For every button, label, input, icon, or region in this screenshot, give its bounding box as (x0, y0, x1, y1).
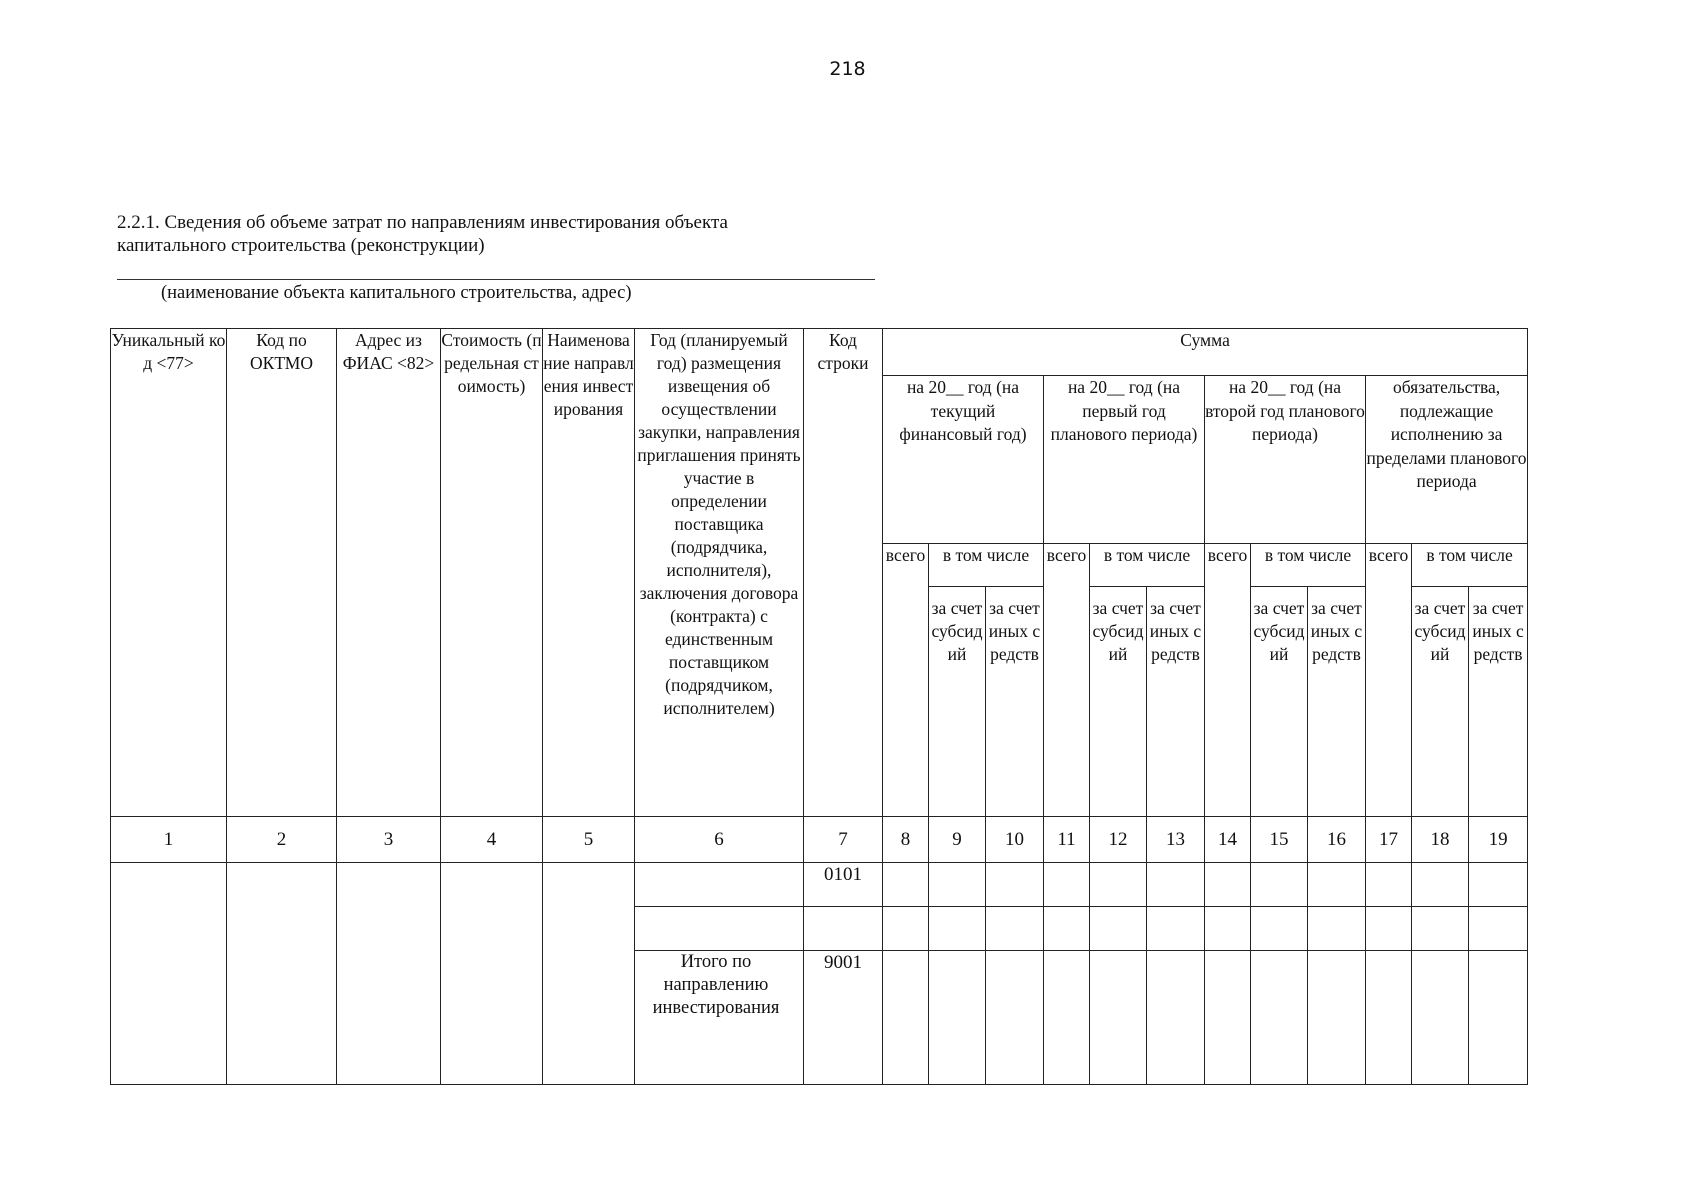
object-name-caption: (наименование объекта капитального строительства, адрес) (161, 283, 632, 303)
cell-value[interactable] (1366, 907, 1412, 951)
cell-value[interactable] (1205, 951, 1251, 1085)
column-number: 15 (1251, 817, 1308, 863)
cell-value[interactable] (986, 863, 1044, 907)
page-number: 218 (829, 58, 866, 80)
total-label: Итого по направлению инвестирования (635, 951, 804, 1085)
header-from-subsidies: за счет субсидий (1090, 587, 1147, 817)
cell-value[interactable] (883, 907, 929, 951)
cell-value[interactable] (1044, 951, 1090, 1085)
cell-value[interactable] (986, 907, 1044, 951)
header-fias: Адрес из ФИАС <82> (337, 329, 441, 817)
column-number: 14 (1205, 817, 1251, 863)
header-year: Год (планируемый год) размещения извещения об осуществлении закупки, направления приглашения принять участие в определении поставщика (подрядчика, исполнителя), заключения договора (контракта) с единственным поставщиком (подрядчиком, исполнителем) (635, 329, 804, 817)
header-from-other: за счет иных средств (1308, 587, 1366, 817)
cell-value[interactable] (1412, 863, 1469, 907)
header-direction-name: Наименование направления инвестирования (543, 329, 635, 817)
cell-value[interactable] (1205, 907, 1251, 951)
cell-value[interactable] (1044, 863, 1090, 907)
header-from-subsidies: за счет субсидий (929, 587, 986, 817)
header-total: всего (1205, 544, 1251, 817)
investment-costs-table (110, 328, 1528, 1085)
cell-unique-code[interactable] (111, 863, 227, 1085)
column-number: 12 (1090, 817, 1147, 863)
header-including: в том числе (1412, 544, 1528, 587)
cell-value[interactable] (1469, 951, 1528, 1085)
header-period-first: на 20__ год (на первый год планового периода) (1044, 376, 1205, 544)
header-including: в том числе (1251, 544, 1366, 587)
cell-value[interactable] (1044, 907, 1090, 951)
header-period-current: на 20__ год (на текущий финансовый год) (883, 376, 1044, 544)
cell-value[interactable] (1412, 951, 1469, 1085)
header-including: в том числе (929, 544, 1044, 587)
header-total: всего (1366, 544, 1412, 817)
cell-value[interactable] (929, 951, 986, 1085)
header-row-code: Код строки (804, 329, 883, 817)
column-number: 8 (883, 817, 929, 863)
cell-fias[interactable] (337, 863, 441, 1085)
cell-year[interactable] (635, 907, 804, 951)
column-number: 19 (1469, 817, 1528, 863)
cell-value[interactable] (986, 951, 1044, 1085)
column-number: 6 (635, 817, 804, 863)
cell-row-code: 0101 (804, 863, 883, 907)
cell-direction-name[interactable] (543, 863, 635, 1085)
cell-value[interactable] (1090, 951, 1147, 1085)
cell-value[interactable] (1366, 951, 1412, 1085)
column-number: 1 (111, 817, 227, 863)
header-from-subsidies: за счет субсидий (1412, 587, 1469, 817)
section-heading (117, 211, 997, 257)
header-from-subsidies: за счет субсидий (1251, 587, 1308, 817)
cell-value[interactable] (1251, 951, 1308, 1085)
cell-value[interactable] (929, 907, 986, 951)
column-number: 4 (441, 817, 543, 863)
section-heading-line1: 2.2.1. Сведения об объеме затрат по направлениям инвестирования объекта (117, 212, 728, 233)
column-number: 9 (929, 817, 986, 863)
column-number: 11 (1044, 817, 1090, 863)
cell-value[interactable] (1147, 951, 1205, 1085)
cell-value[interactable] (1366, 863, 1412, 907)
cell-value[interactable] (883, 951, 929, 1085)
column-number: 17 (1366, 817, 1412, 863)
header-from-other: за счет иных средств (1147, 587, 1205, 817)
cell-value[interactable] (1147, 907, 1205, 951)
header-cost: Стоимость (предельная стоимость) (441, 329, 543, 817)
cell-value[interactable] (1308, 951, 1366, 1085)
header-total: всего (883, 544, 929, 817)
cell-value[interactable] (1205, 863, 1251, 907)
table-row (111, 863, 1528, 907)
header-from-other: за счет иных средств (1469, 587, 1528, 817)
column-number: 7 (804, 817, 883, 863)
cell-value[interactable] (1090, 863, 1147, 907)
cell-cost[interactable] (441, 863, 543, 1085)
cell-year[interactable] (635, 863, 804, 907)
column-number: 18 (1412, 817, 1469, 863)
column-number: 13 (1147, 817, 1205, 863)
column-number: 2 (227, 817, 337, 863)
column-number: 16 (1308, 817, 1366, 863)
cell-value[interactable] (1308, 907, 1366, 951)
column-number: 3 (337, 817, 441, 863)
header-period-beyond: обязательства, подлежащие исполнению за пределами планового периода (1366, 376, 1528, 544)
header-total: всего (1044, 544, 1090, 817)
cell-value[interactable] (1147, 863, 1205, 907)
cell-value[interactable] (883, 863, 929, 907)
header-oktmo: Код по ОКТМО (227, 329, 337, 817)
cell-value[interactable] (1469, 863, 1528, 907)
total-row-code: 9001 (804, 951, 883, 1085)
cell-value[interactable] (1251, 907, 1308, 951)
header-including: в том числе (1090, 544, 1205, 587)
cell-value[interactable] (1090, 907, 1147, 951)
section-heading-line2: капитального строительства (реконструкции) (117, 235, 485, 256)
cell-row-code[interactable] (804, 907, 883, 951)
header-period-second: на 20__ год (на второй год планового периода) (1205, 376, 1366, 544)
header-from-other: за счет иных средств (986, 587, 1044, 817)
object-name-line[interactable] (117, 279, 875, 280)
cell-value[interactable] (929, 863, 986, 907)
cell-value[interactable] (1469, 907, 1528, 951)
column-number: 5 (543, 817, 635, 863)
cell-value[interactable] (1308, 863, 1366, 907)
cell-value[interactable] (1251, 863, 1308, 907)
header-sum: Сумма (883, 329, 1528, 376)
header-unique-code: Уникальный код <77> (111, 329, 227, 817)
cell-value[interactable] (1412, 907, 1469, 951)
cell-oktmo[interactable] (227, 863, 337, 1085)
column-number: 10 (986, 817, 1044, 863)
